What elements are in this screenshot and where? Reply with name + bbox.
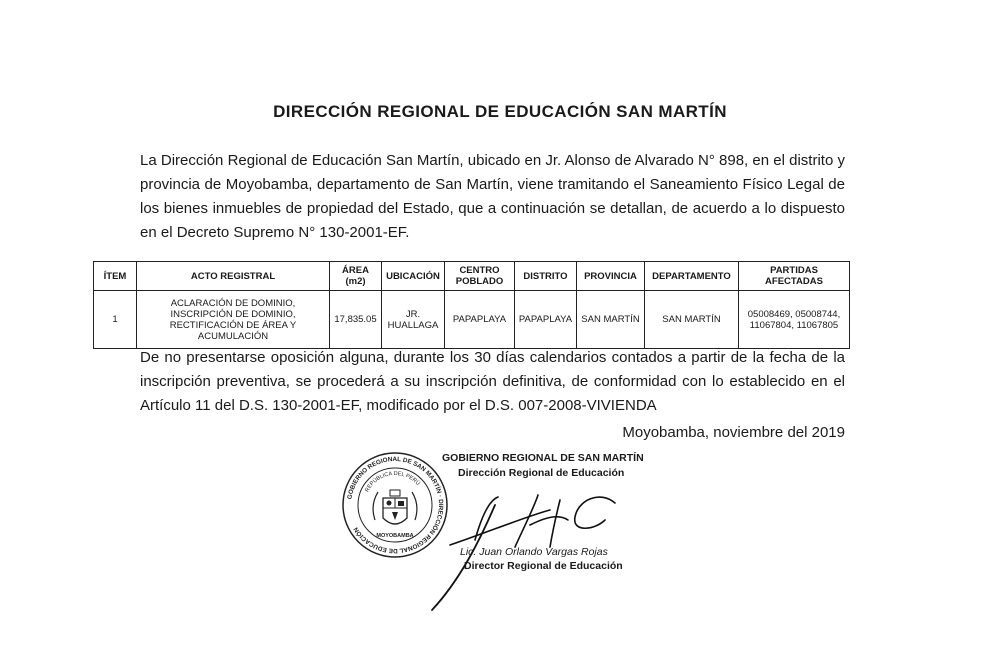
signer-role: Director Regional de Educación (464, 560, 623, 572)
cell-acto: ACLARACIÓN DE DOMINIO, INSCRIPCIÓN DE DOMINIO, RECTIFICACIÓN DE ÁREA Y ACUMULACIÓN (137, 291, 330, 349)
cell-departamento: SAN MARTÍN (645, 291, 739, 349)
svg-text:GOBIERNO REGIONAL DE SAN MARTÍ: GOBIERNO REGIONAL DE SAN MARTÍN · DIRECCIÓN REGIONAL DE EDUCACIÓN (346, 455, 445, 555)
org-name: GOBIERNO REGIONAL DE SAN MARTÍN (442, 452, 644, 464)
header-area: ÁREA (m2) (330, 262, 382, 291)
document-date: Moyobamba, noviembre del 2019 (622, 424, 845, 441)
org-division: Dirección Regional de Educación (458, 467, 625, 479)
table-row (94, 291, 850, 349)
cell-provincia: SAN MARTÍN (577, 291, 645, 349)
header-centro: CENTRO POBLADO (445, 262, 515, 291)
cell-item: 1 (94, 291, 137, 349)
header-provincia: PROVINCIA (577, 262, 645, 291)
registry-table (93, 261, 850, 349)
header-item: ÍTEM (94, 262, 137, 291)
header-ubicacion: UBICACIÓN (382, 262, 445, 291)
cell-centro: PAPAPLAYA (445, 291, 515, 349)
svg-text:MOYOBAMBA: MOYOBAMBA (376, 533, 414, 539)
cell-area: 17,835.05 (330, 291, 382, 349)
cell-distrito: PAPAPLAYA (515, 291, 577, 349)
closing-paragraph: De no presentarse oposición alguna, durante los 30 días calendarios contados a partir de la fecha de la inscripción preventiva, se procederá a su inscripción definitiva, de conformidad con lo establecido en el Artículo 11 del D.S. 130-2001-EF, modificado por el D.S. 007-2008-VIVIENDA (140, 349, 845, 414)
header-partidas: PARTIDAS AFECTADAS (739, 262, 850, 291)
svg-text:REPÚBLICA DEL PERÚ: REPÚBLICA DEL PERÚ (364, 470, 421, 494)
signer-name: Lic. Juan Orlando Vargas Rojas (460, 546, 608, 558)
header-departamento: DEPARTAMENTO (645, 262, 739, 291)
document-title: DIRECCIÓN REGIONAL DE EDUCACIÓN SAN MARTÍN (273, 102, 727, 121)
cell-ubicacion: JR. HUALLAGA (382, 291, 445, 349)
table-header-row (94, 262, 850, 291)
signer-block (460, 545, 660, 573)
header-distrito: DISTRITO (515, 262, 577, 291)
cell-partidas: 05008469, 05008744, 11067804, 11067805 (739, 291, 850, 349)
intro-paragraph: La Dirección Regional de Educación San Martín, ubicado en Jr. Alonso de Alvarado N° 898, en el distrito y provincia de Moyobamba, departamento de San Martín, viene tramitando el Saneamiento Físico Legal de los bienes inmuebles de propiedad del Estado, que a continuación se detallan, de acuerdo a lo dispuesto en el Decreto Supremo N° 130-2001-EF. (140, 152, 845, 241)
header-acto: ACTO REGISTRAL (137, 262, 330, 291)
org-block (438, 451, 658, 481)
